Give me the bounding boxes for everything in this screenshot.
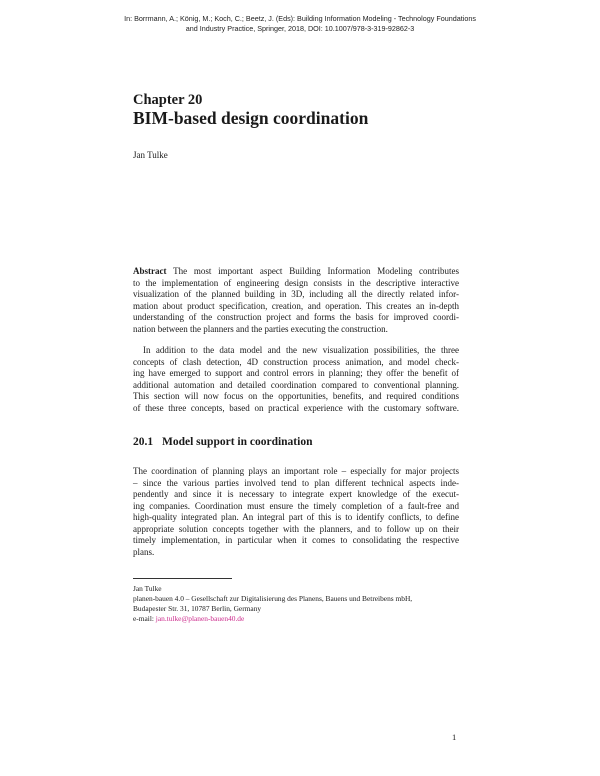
chapter-author: Jan Tulke bbox=[133, 150, 168, 160]
abstract-line: This section will now focus on the opportunities, benefits, and required conditions bbox=[133, 391, 459, 401]
footnote-name: Jan Tulke bbox=[133, 584, 162, 593]
footnote-affiliation: planen-bauen 4.0 – Gesellschaft zur Digitalisierung des Planens, Bauens und Betreibens mbH, bbox=[133, 594, 413, 603]
body-line: high-quality integrated plan. An integral part of this is to identify conflicts, to define bbox=[133, 512, 459, 522]
body-line: pendently and since it is necessary to integrate expert knowledge of the execut- bbox=[133, 489, 459, 499]
abstract-label: Abstract bbox=[133, 266, 167, 276]
abstract-line: mation about product specification, creation, and operation. This creates an in-depth bbox=[133, 300, 459, 311]
body-line: plans. bbox=[133, 546, 155, 557]
chapter-title: BIM-based design coordination bbox=[133, 108, 369, 128]
body-line: appropriate solution concepts together with the planners, and to follow up on their bbox=[133, 523, 459, 534]
abstract-paragraph bbox=[133, 266, 459, 335]
page-number: 1 bbox=[452, 732, 457, 742]
citation-line-1: In: Borrmann, A.; König, M.; Koch, C.; Beetz, J. (Eds): Building Information Modeling - Technology Foundations bbox=[124, 14, 476, 23]
abstract-line: In addition to the data model and the new visualization possibilities, the three bbox=[143, 345, 459, 355]
chapter-number: Chapter 20 bbox=[133, 92, 203, 108]
body-line: The coordination of planning plays an important role – especially for major projects bbox=[133, 466, 459, 476]
abstract-line: to the implementation of engineering design consists in the descriptive interactive bbox=[133, 277, 459, 288]
email-label: e-mail: bbox=[133, 614, 154, 623]
abstract-line: of these three concepts, based on practical experience with the customary software. bbox=[133, 402, 459, 413]
abstract-paragraph-2 bbox=[133, 345, 459, 414]
section-title: Model support in coordination bbox=[162, 436, 313, 448]
body-line: – since the various parties involved tend to plan different technical aspects inde- bbox=[133, 477, 459, 488]
abstract-line: additional automation and detailed coordination compared to conventional planning. bbox=[133, 379, 459, 390]
body-line: ing companies. Coordination must ensure the timely completion of a fault-free and bbox=[133, 500, 459, 511]
citation-line-2: and Industry Practice, Springer, 2018, DOI: 10.1007/978-3-319-92862-3 bbox=[185, 24, 415, 33]
abstract-line: understanding of the construction project and forms the basis for improved coordi- bbox=[133, 312, 459, 322]
citation-header bbox=[80, 14, 520, 34]
abstract-line: visualization of the planned building in 3D, including all the directly related infor- bbox=[133, 289, 459, 299]
abstract-line: nation between the planners and the parties executing the construction. bbox=[133, 323, 388, 334]
section-body-paragraph bbox=[133, 466, 459, 558]
abstract-line: ing have emerged to support and control errors in planning; they offer the benefit of bbox=[133, 368, 459, 378]
footnote-address: Budapester Str. 31, 10787 Berlin, Germany bbox=[133, 604, 262, 613]
email-link[interactable]: jan.tulke@planen-bauen40.de bbox=[155, 614, 245, 623]
author-footnote bbox=[133, 584, 463, 624]
body-line: timely implementation, in particular when it comes to consolidating the respective bbox=[133, 535, 459, 545]
abstract-line: Abstract The most important aspect Building Information Modeling contributes bbox=[133, 266, 459, 276]
section-heading bbox=[133, 436, 312, 448]
section-number: 20.1 bbox=[133, 436, 154, 448]
footnote-email-line bbox=[133, 614, 463, 624]
footnote-divider bbox=[133, 578, 232, 579]
abstract-line: concepts of clash detection, 4D construction process animation, and model check- bbox=[133, 356, 459, 367]
